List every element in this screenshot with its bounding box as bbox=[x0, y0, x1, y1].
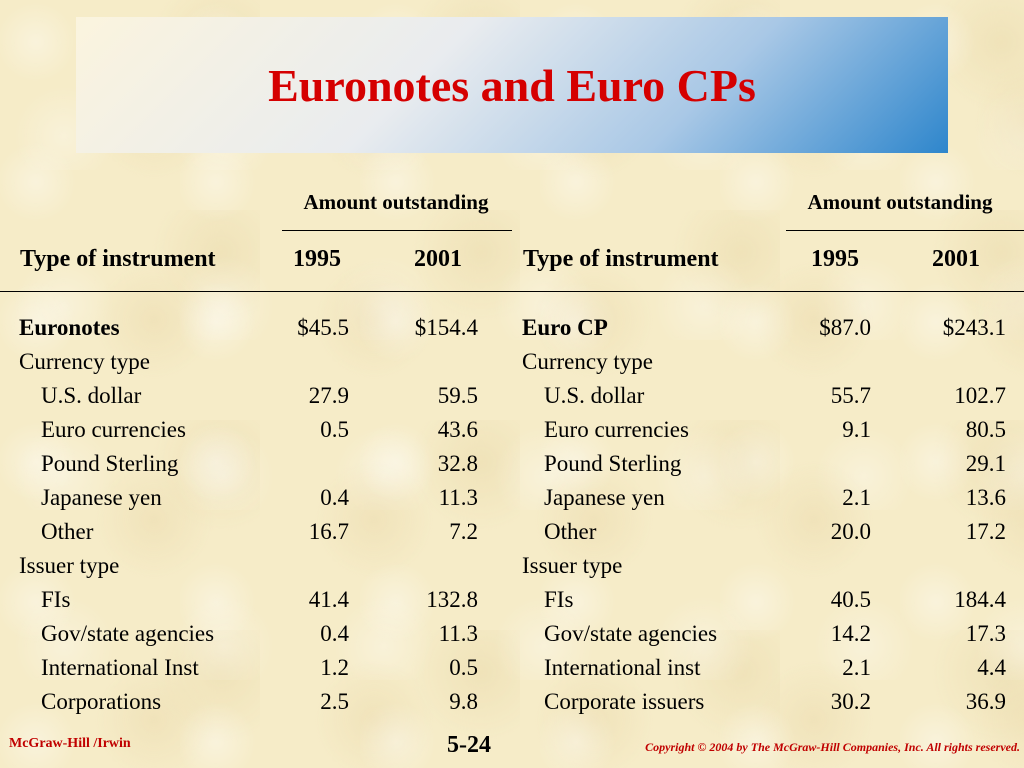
right-instrument-label: Euro CP bbox=[522, 315, 608, 340]
left-group-rule bbox=[282, 230, 512, 231]
table-row bbox=[0, 417, 1024, 451]
left-instrument-label: Other bbox=[41, 519, 94, 544]
right-1995-value: 2.1 bbox=[842, 485, 871, 510]
table-row bbox=[0, 553, 1024, 587]
left-amount-outstanding-header: Amount outstanding bbox=[303, 190, 489, 214]
left-1995-value: 16.7 bbox=[308, 519, 349, 544]
right-2001-value: 17.3 bbox=[965, 621, 1006, 646]
page-number: 5-24 bbox=[447, 732, 491, 758]
left-1995-value: 0.4 bbox=[320, 621, 349, 646]
right-1995-value: $87.0 bbox=[819, 315, 871, 340]
right-instrument-label: Issuer type bbox=[522, 553, 623, 578]
right-2001-value: 184.4 bbox=[954, 587, 1006, 612]
table-row bbox=[0, 621, 1024, 655]
right-2001-header: 2001 bbox=[932, 246, 980, 272]
right-2001-value: 29.1 bbox=[965, 451, 1006, 476]
right-1995-value: 30.2 bbox=[830, 689, 871, 714]
left-1995-value: 2.5 bbox=[320, 689, 349, 714]
right-2001-value: 17.2 bbox=[965, 519, 1006, 544]
table-row bbox=[0, 655, 1024, 689]
right-instrument-label: Gov/state agencies bbox=[544, 621, 718, 646]
right-2001-value: $243.1 bbox=[942, 315, 1006, 340]
left-1995-value: 0.4 bbox=[320, 485, 349, 510]
left-instrument-label: FIs bbox=[41, 587, 71, 612]
left-1995-value: 27.9 bbox=[308, 383, 349, 408]
left-2001-value: 43.6 bbox=[437, 417, 478, 442]
right-instrument-label: Euro currencies bbox=[544, 417, 689, 442]
title-banner bbox=[76, 17, 948, 153]
table-row bbox=[0, 485, 1024, 519]
left-instrument-label: Currency type bbox=[19, 349, 150, 374]
left-2001-value: 59.5 bbox=[437, 383, 478, 408]
right-1995-value: 55.7 bbox=[830, 383, 871, 408]
left-2001-value: $154.4 bbox=[414, 315, 478, 340]
header-rule bbox=[0, 291, 1024, 292]
left-2001-value: 9.8 bbox=[449, 689, 478, 714]
right-instrument-label: FIs bbox=[544, 587, 574, 612]
table-row bbox=[0, 689, 1024, 723]
left-instrument-label: Pound Sterling bbox=[41, 451, 179, 476]
left-2001-value: 11.3 bbox=[438, 485, 478, 510]
right-group-rule bbox=[786, 230, 1024, 231]
left-2001-value: 32.8 bbox=[437, 451, 478, 476]
table-row bbox=[0, 519, 1024, 553]
right-1995-value: 40.5 bbox=[830, 587, 871, 612]
right-2001-value: 102.7 bbox=[954, 383, 1006, 408]
right-1995-header: 1995 bbox=[811, 246, 859, 272]
left-type-header: Type of instrument bbox=[20, 246, 216, 272]
table-row bbox=[0, 383, 1024, 417]
left-2001-value: 132.8 bbox=[426, 587, 478, 612]
right-1995-value: 20.0 bbox=[830, 519, 871, 544]
right-instrument-label: Currency type bbox=[522, 349, 653, 374]
left-2001-header: 2001 bbox=[414, 246, 462, 272]
right-instrument-label: Pound Sterling bbox=[544, 451, 682, 476]
table-row bbox=[0, 587, 1024, 621]
left-instrument-label: Corporations bbox=[41, 689, 162, 714]
right-instrument-label: Japanese yen bbox=[544, 485, 665, 510]
left-instrument-label: Euro currencies bbox=[41, 417, 186, 442]
right-instrument-label: Corporate issuers bbox=[544, 689, 705, 714]
right-2001-value: 80.5 bbox=[965, 417, 1006, 442]
left-1995-value: 1.2 bbox=[320, 655, 349, 680]
left-instrument-label: Euronotes bbox=[19, 315, 120, 340]
right-amount-outstanding-header: Amount outstanding bbox=[807, 190, 993, 214]
table-row bbox=[0, 349, 1024, 383]
left-1995-value: 41.4 bbox=[308, 587, 349, 612]
right-1995-value: 14.2 bbox=[830, 621, 871, 646]
right-2001-value: 36.9 bbox=[965, 689, 1006, 714]
left-instrument-label: Gov/state agencies bbox=[41, 621, 215, 646]
left-instrument-label: U.S. dollar bbox=[41, 383, 142, 408]
slide-title: Euronotes and Euro CPs bbox=[268, 59, 756, 111]
left-1995-header: 1995 bbox=[293, 246, 341, 272]
left-2001-value: 7.2 bbox=[449, 519, 478, 544]
left-instrument-label: Japanese yen bbox=[41, 485, 162, 510]
right-instrument-label: International inst bbox=[544, 655, 701, 680]
right-2001-value: 4.4 bbox=[977, 655, 1006, 680]
left-instrument-label: International Inst bbox=[41, 655, 199, 680]
copyright-notice: Copyright © 2004 by The McGraw-Hill Companies, Inc. All rights reserved. bbox=[645, 740, 1020, 754]
right-1995-value: 9.1 bbox=[842, 417, 871, 442]
right-1995-value: 2.1 bbox=[842, 655, 871, 680]
publisher-label: McGraw-Hill /Irwin bbox=[9, 736, 131, 751]
table-row bbox=[0, 315, 1024, 349]
right-2001-value: 13.6 bbox=[965, 485, 1006, 510]
left-2001-value: 0.5 bbox=[449, 655, 478, 680]
right-instrument-label: U.S. dollar bbox=[544, 383, 645, 408]
right-type-header: Type of instrument bbox=[523, 246, 719, 272]
table-row bbox=[0, 451, 1024, 485]
left-2001-value: 11.3 bbox=[438, 621, 478, 646]
right-instrument-label: Other bbox=[544, 519, 597, 544]
left-1995-value: $45.5 bbox=[297, 315, 349, 340]
left-instrument-label: Issuer type bbox=[19, 553, 120, 578]
left-1995-value: 0.5 bbox=[320, 417, 349, 442]
